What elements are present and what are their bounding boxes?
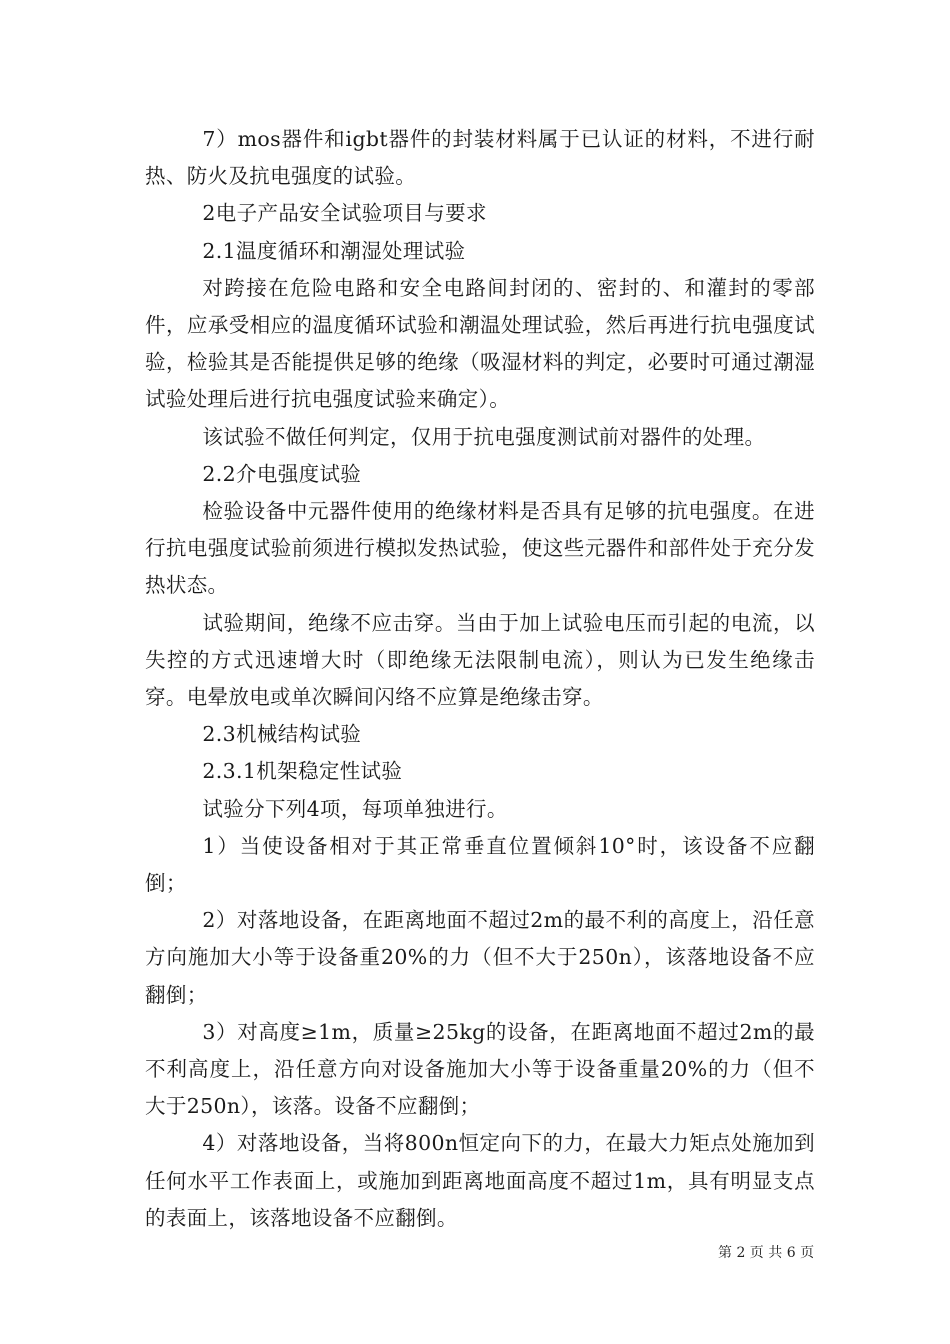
document-body xyxy=(145,121,815,1237)
list-item-test-1: 1）当使设备相对于其正常垂直位置倾斜10°时，该设备不应翻倒； xyxy=(145,833,815,896)
page-number-footer: 第 2 页 共 6 页 xyxy=(718,1245,815,1261)
list-item-test-4: 4）对落地设备，当将800n恒定向下的力，在最大力矩点处施加到任何水平工作表面上，或施加到距离地面高度不超过1m，具有明显支点的表面上，该落地设备不应翻倒。 xyxy=(145,1131,815,1230)
list-item-test-2: 2）对落地设备，在距离地面不超过2m的最不利的高度上，沿任意方向施加大小等于设备重20%的力（但不大于250n），该落地设备不应翻倒； xyxy=(145,908,815,1007)
paragraph-no-judgement: 该试验不做任何判定，仅用于抗电强度测试前对器件的处理。 xyxy=(202,424,766,449)
paragraph-four-tests: 试验分下列4项，每项单独进行。 xyxy=(202,796,508,821)
section-heading-2-2: 2.2介电强度试验 xyxy=(202,461,362,486)
list-item-test-3: 3）对高度≥1m，质量≥25kg的设备，在距离地面不超过2m的最不利高度上，沿任意方向对设备施加大小等于设备重量20%的力（但不大于250n），该落。设备不应翻倒； xyxy=(145,1019,815,1119)
paragraph-dielectric-purpose: 检验设备中元器件使用的绝缘材料是否具有足够的抗电强度。在进行抗电强度试验前须进行模拟发热试验，使这些元器件和部件处于充分发热状态。 xyxy=(145,499,815,598)
paragraph-temperature-cycle: 对跨接在危险电路和安全电路间封闭的、密封的、和灌封的零部件，应承受相应的温度循环试验和潮温处理试验，然后再进行抗电强度试验，检验其是否能提供足够的绝缘（吸湿材料的判定，必要时可通过潮湿试验处理后进行抗电强度试验来确定）。 xyxy=(145,275,815,412)
paragraph-item-7-note: 7）mos器件和igbt器件的封装材料属于已认证的材料，不进行耐热、防火及抗电强度的试验。 xyxy=(145,127,815,189)
section-heading-2-3-1: 2.3.1机架稳定性试验 xyxy=(202,759,403,784)
paragraph-breakdown: 试验期间，绝缘不应击穿。当由于加上试验电压而引起的电流，以失控的方式迅速增大时（即绝缘无法限制电流），则认为已发生绝缘击穿。电晕放电或单次瞬间闪络不应算是绝缘击穿。 xyxy=(145,610,815,710)
section-heading-2: 2电子产品安全试验项目与要求 xyxy=(202,201,487,226)
section-heading-2-3: 2.3机械结构试验 xyxy=(202,722,362,747)
section-heading-2-1: 2.1温度循环和潮湿处理试验 xyxy=(202,238,466,263)
